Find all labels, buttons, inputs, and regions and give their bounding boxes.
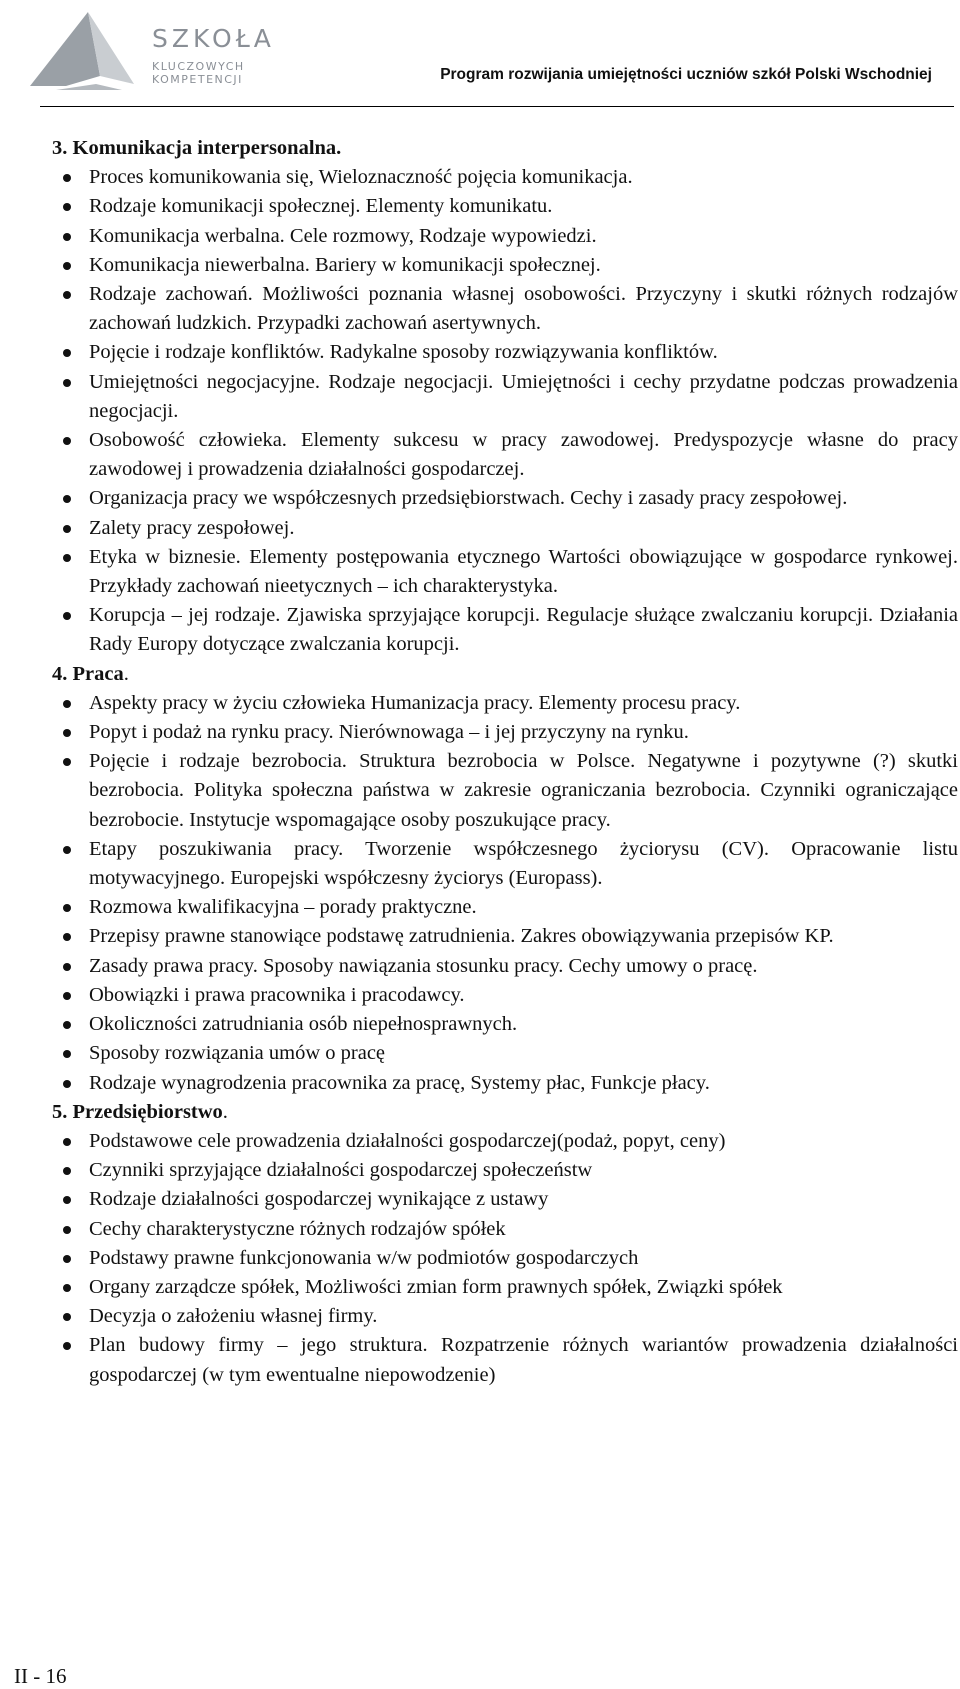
section-heading: 5. Przedsiębiorstwo.	[52, 1100, 228, 1123]
list-item: Rodzaje zachowań. Możliwości poznania własnej osobowości. Przyczyny i skutki różnych rodzajów zachowań ludzkich. Przypadki zachowań asertywnych.	[52, 280, 958, 338]
list-item: Etyka w biznesie. Elementy postępowania etycznego Wartości obowiązujące w gospodarce rynkowej. Przykłady zachowań nieetycznych – ich charakterystyka.	[52, 543, 958, 601]
list-item: Sposoby rozwiązania umów o pracę	[52, 1039, 958, 1068]
logo-mountain-icon	[26, 6, 136, 94]
document-body	[52, 134, 958, 1390]
list-item: Przepisy prawne stanowiące podstawę zatrudnienia. Zakres obowiązywania przepisów KP.	[52, 922, 958, 951]
list-item: Zasady prawa pracy. Sposoby nawiązania stosunku pracy. Cechy umowy o pracę.	[52, 952, 958, 981]
logo-title: SZKOŁA	[152, 24, 275, 53]
logo-subtitle: KLUCZOWYCH KOMPETENCJI	[152, 60, 245, 86]
section-4	[52, 660, 958, 1098]
list-item: Pojęcie i rodzaje bezrobocia. Struktura bezrobocia w Polsce. Negatywne i pozytywne (?) skutki bezrobocia. Polityka społeczna państwa w zakresie ograniczania bezrobocia. Czynniki ograniczające bezrobocie. Instytucje wspomagające osoby poszukujące pracy.	[52, 747, 958, 835]
list-item: Rozmowa kwalifikacyjna – porady praktyczne.	[52, 893, 958, 922]
list-item: Rodzaje wynagrodzenia pracownika za pracę, Systemy płac, Funkcje płacy.	[52, 1069, 958, 1098]
list-item: Cechy charakterystyczne różnych rodzajów spółek	[52, 1215, 958, 1244]
bullet-list	[52, 1127, 958, 1390]
list-item: Zalety pracy zespołowej.	[52, 514, 958, 543]
section-5	[52, 1098, 958, 1390]
list-item: Podstawowe cele prowadzenia działalności gospodarczej(podaż, popyt, ceny)	[52, 1127, 958, 1156]
page-header	[0, 0, 960, 118]
list-item: Plan budowy firmy – jego struktura. Rozpatrzenie różnych wariantów prowadzenia działalności gospodarczej (w tym ewentualne niepowodzenie)	[52, 1331, 958, 1389]
list-item: Komunikacja niewerbalna. Bariery w komunikacji społecznej.	[52, 251, 958, 280]
logo	[26, 6, 326, 96]
list-item: Umiejętności negocjacyjne. Rodzaje negocjacji. Umiejętności i cechy przydatne podczas prowadzenia negocjacji.	[52, 368, 958, 426]
list-item: Decyzja o założeniu własnej firmy.	[52, 1302, 958, 1331]
list-item: Etapy poszukiwania pracy. Tworzenie współczesnego życiorysu (CV). Opracowanie listu motywacyjnego. Europejski współczesny życiorys (Europass).	[52, 835, 958, 893]
list-item: Proces komunikowania się, Wieloznaczność pojęcia komunikacja.	[52, 163, 958, 192]
list-item: Organy zarządcze spółek, Możliwości zmian form prawnych spółek, Związki spółek	[52, 1273, 958, 1302]
list-item: Organizacja pracy we współczesnych przedsiębiorstwach. Cechy i zasady pracy zespołowej.	[52, 484, 958, 513]
list-item: Aspekty pracy w życiu człowieka Humanizacja pracy. Elementy procesu pracy.	[52, 689, 958, 718]
header-divider	[40, 106, 954, 107]
list-item: Osobowość człowieka. Elementy sukcesu w pracy zawodowej. Predyspozycje własne do pracy zawodowej i prowadzenia działalności gospodarczej.	[52, 426, 958, 484]
bullet-list	[52, 689, 958, 1098]
list-item: Obowiązki i prawa pracownika i pracodawcy.	[52, 981, 958, 1010]
list-item: Czynniki sprzyjające działalności gospodarczej społeczeństw	[52, 1156, 958, 1185]
list-item: Komunikacja werbalna. Cele rozmowy, Rodzaje wypowiedzi.	[52, 222, 958, 251]
section-heading: 3. Komunikacja interpersonalna.	[52, 137, 342, 159]
page-number: II - 16	[14, 1664, 67, 1688]
section-heading: 4. Praca.	[52, 662, 129, 685]
list-item: Pojęcie i rodzaje konfliktów. Radykalne sposoby rozwiązywania konfliktów.	[52, 338, 958, 367]
list-item: Okoliczności zatrudniania osób niepełnosprawnych.	[52, 1010, 958, 1039]
list-item: Podstawy prawne funkcjonowania w/w podmiotów gospodarczych	[52, 1244, 958, 1273]
section-3	[52, 134, 958, 660]
list-item: Popyt i podaż na rynku pracy. Nierównowaga – i jej przyczyny na rynku.	[52, 718, 958, 747]
list-item: Rodzaje komunikacji społecznej. Elementy komunikatu.	[52, 192, 958, 221]
program-title: Program rozwijania umiejętności uczniów szkół Polski Wschodniej	[440, 66, 932, 83]
list-item: Rodzaje działalności gospodarczej wynikające z ustawy	[52, 1185, 958, 1214]
bullet-list	[52, 163, 958, 659]
list-item: Korupcja – jej rodzaje. Zjawiska sprzyjające korupcji. Regulacje służące zwalczaniu korupcji. Działania Rady Europy dotyczące zwalczania korupcji.	[52, 601, 958, 659]
